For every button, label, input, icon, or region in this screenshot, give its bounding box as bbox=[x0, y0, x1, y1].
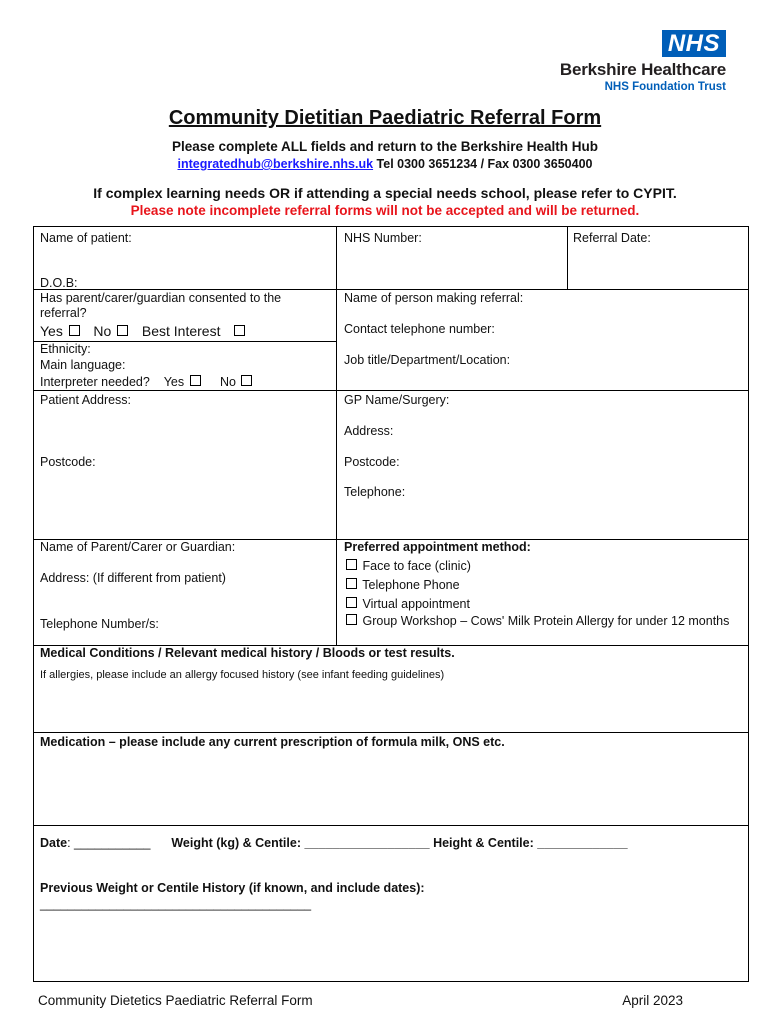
contact-line bbox=[0, 157, 770, 171]
email-link[interactable]: integratedhub@berkshire.nhs.uk bbox=[177, 157, 374, 171]
virtual-checkbox[interactable] bbox=[346, 597, 357, 608]
main-language-label[interactable]: Main language: bbox=[40, 358, 126, 372]
consent-best-interest-checkbox[interactable] bbox=[234, 325, 245, 336]
appointment-option-telephone[interactable] bbox=[344, 578, 460, 593]
weight-field[interactable]: Weight (kg) & Centile: __________________ bbox=[171, 836, 430, 850]
parent-address-label[interactable]: Address: (If different from patient) bbox=[40, 571, 226, 585]
interpreter-no-checkbox[interactable] bbox=[241, 375, 252, 386]
nhs-number-label[interactable]: NHS Number: bbox=[344, 231, 422, 245]
gp-address-label[interactable]: Address: bbox=[344, 424, 394, 438]
previous-weight-heading: Previous Weight or Centile History (if known, and include dates): bbox=[40, 881, 425, 895]
parent-phone-label[interactable]: Telephone Number/s: bbox=[40, 617, 159, 631]
ethnicity-label[interactable]: Ethnicity: bbox=[40, 342, 91, 356]
nhs-logo bbox=[536, 30, 726, 93]
job-title-label[interactable]: Job title/Department/Location: bbox=[344, 353, 511, 367]
consent-best-interest-label: Best Interest bbox=[141, 323, 221, 339]
gp-name-label[interactable]: GP Name/Surgery: bbox=[344, 393, 450, 407]
face-to-face-label: Face to face (clinic) bbox=[362, 559, 471, 573]
interpreter-yes-label: Yes bbox=[163, 375, 185, 389]
appointment-option-virtual[interactable] bbox=[344, 597, 470, 612]
interpreter-label: Interpreter needed? bbox=[40, 375, 150, 389]
consent-no-label: No bbox=[93, 323, 112, 339]
consent-no-checkbox[interactable] bbox=[117, 325, 128, 336]
divider bbox=[567, 227, 568, 289]
form-title: Community Dietitian Paediatric Referral Form bbox=[168, 107, 602, 129]
contact-phone-label[interactable]: Contact telephone number: bbox=[344, 322, 495, 336]
date-label: Date bbox=[40, 836, 68, 850]
contact-numbers: Tel 0300 3651234 / Fax 0300 3650400 bbox=[376, 157, 593, 171]
group-workshop-checkbox[interactable] bbox=[346, 614, 357, 625]
allergy-note: If allergies, please include an allergy focused history (see infant feeding guidelines) bbox=[40, 669, 445, 681]
gp-telephone-label[interactable]: Telephone: bbox=[344, 485, 406, 499]
appointment-option-face-to-face[interactable] bbox=[344, 559, 471, 574]
instruction-text: Please complete ALL fields and return to the Berkshire Health Hub bbox=[171, 139, 599, 154]
medical-conditions-heading: Medical Conditions / Relevant medical history / Bloods or test results. bbox=[40, 646, 455, 660]
footer-form-name: Community Dietetics Paediatric Referral Form bbox=[38, 993, 313, 1008]
divider bbox=[34, 732, 748, 733]
parent-name-label[interactable]: Name of Parent/Carer or Guardian: bbox=[40, 540, 236, 554]
measurements-row bbox=[40, 836, 628, 851]
face-to-face-checkbox[interactable] bbox=[346, 559, 357, 570]
height-field[interactable]: Height & Centile: _____________ bbox=[433, 836, 628, 850]
divider bbox=[34, 289, 748, 290]
patient-postcode-label[interactable]: Postcode: bbox=[40, 455, 96, 469]
dob-label[interactable]: D.O.B: bbox=[40, 276, 78, 290]
referrer-name-label[interactable]: Name of person making referral: bbox=[344, 291, 524, 305]
incomplete-warning: Please note incomplete referral forms will not be accepted and will be returned. bbox=[130, 203, 640, 218]
date-field[interactable]: : ___________ bbox=[67, 836, 151, 850]
virtual-label: Virtual appointment bbox=[362, 597, 470, 611]
footer-date: April 2023 bbox=[622, 993, 683, 1008]
divider bbox=[34, 390, 748, 391]
org-name: Berkshire Healthcare bbox=[559, 60, 726, 79]
patient-address-label[interactable]: Patient Address: bbox=[40, 393, 132, 407]
consent-options bbox=[40, 324, 247, 339]
telephone-checkbox[interactable] bbox=[346, 578, 357, 589]
interpreter-row bbox=[40, 375, 254, 390]
interpreter-no-label: No bbox=[219, 375, 236, 389]
group-workshop-label: Group Workshop – Cows' Milk Protein Allergy for under 12 months bbox=[362, 614, 730, 628]
telephone-label: Telephone Phone bbox=[362, 578, 460, 592]
appointment-method-heading: Preferred appointment method: bbox=[344, 540, 531, 554]
medication-heading: Medication – please include any current prescription of formula milk, ONS etc. bbox=[40, 735, 505, 749]
org-subtitle: NHS Foundation Trust bbox=[604, 81, 726, 93]
name-of-patient-label[interactable]: Name of patient: bbox=[40, 231, 132, 245]
referral-date-label[interactable]: Referral Date: bbox=[573, 231, 651, 245]
previous-weight-field[interactable]: _______________________________________ bbox=[40, 897, 312, 911]
consent-yes-checkbox[interactable] bbox=[69, 325, 80, 336]
divider bbox=[34, 825, 748, 826]
nhs-logo-mark: NHS bbox=[662, 30, 726, 57]
divider bbox=[336, 227, 337, 645]
referral-form bbox=[33, 226, 749, 982]
appointment-option-group-workshop[interactable] bbox=[344, 614, 744, 629]
consent-yes-label: Yes bbox=[40, 323, 63, 339]
complex-needs-note: If complex learning needs OR if attending a special needs school, please refer to CYPIT. bbox=[93, 185, 677, 201]
interpreter-yes-checkbox[interactable] bbox=[190, 375, 201, 386]
gp-postcode-label[interactable]: Postcode: bbox=[344, 455, 400, 469]
consent-question: Has parent/carer/guardian consented to the referral? bbox=[40, 291, 282, 320]
